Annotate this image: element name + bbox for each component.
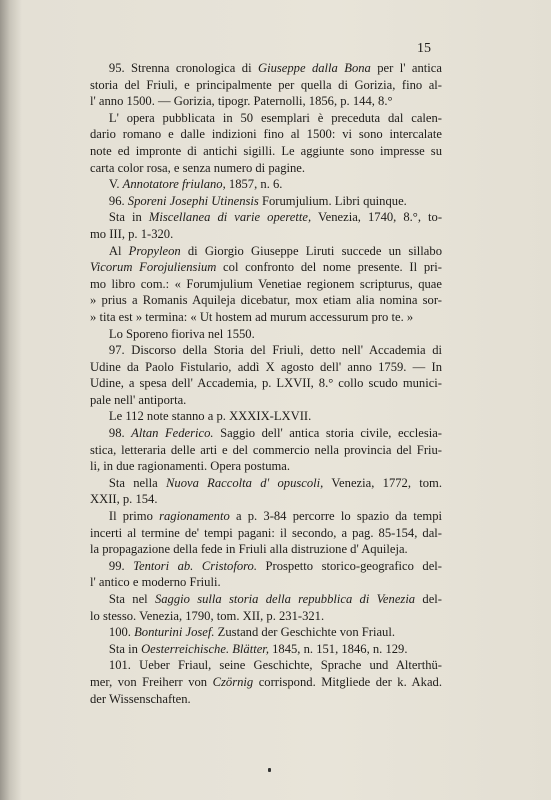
text-line <box>90 226 442 243</box>
italic-text: Annotatore friulano, <box>122 177 226 192</box>
text-run: l' anno 1500. — Gorizia, tipogr. Paternolli, 1856, p. 144, 8.° <box>90 94 393 109</box>
text-run: 98. <box>90 426 132 441</box>
text-run: Al <box>90 243 129 258</box>
text-line <box>90 126 442 143</box>
italic-text: Vicorum Forojuliensium <box>90 260 217 275</box>
text-run: Udine, a spesa dell' Accademia, p. LXVII, 8.° collo scudo munici- <box>90 376 442 391</box>
text-run: incerti al termine de' tempi pagani: il secondo, a pag. 85-154, dal- <box>90 525 442 540</box>
text-line <box>90 525 442 542</box>
italic-text: Sporeni Josephi Utinensis <box>127 193 259 208</box>
text-run: Sta nella <box>90 475 167 490</box>
text-run: der Wissenschaften. <box>90 691 191 706</box>
text-line <box>90 624 442 641</box>
text-run: » tita est » termina: « Ut hostem ad murum accessurum pro te. » <box>90 309 414 324</box>
italic-text: Giuseppe dalla Bona <box>257 61 371 75</box>
text-run: l' antico e moderno Friuli. <box>90 575 221 590</box>
page-number: 15 <box>417 41 431 56</box>
text-run: Sta nel <box>90 592 155 606</box>
text-line <box>90 608 442 625</box>
italic-text: Altan Federico. <box>131 426 214 441</box>
text-run: Venezia, 1772, tom. <box>323 475 442 490</box>
text-line <box>90 541 442 558</box>
text-line <box>90 110 442 127</box>
text-run: 95. Strenna cronologica di <box>90 61 258 75</box>
text-run: mer, von Freiherr von <box>90 674 213 689</box>
text-run: 101. Ueber Friaul, seine Geschichte, Sprache und Alterthü- <box>90 658 442 673</box>
text-line <box>90 326 442 343</box>
text-line <box>90 591 442 608</box>
text-run: XXII, p. 154. <box>90 492 158 507</box>
italic-text: Czörnig <box>212 674 254 689</box>
text-run: 99. <box>90 558 134 573</box>
text-run: storia del Friuli, e principalmente per quella di Gorizia, fino al- <box>90 77 442 92</box>
text-line <box>90 193 442 210</box>
text-run: Sta in <box>90 641 142 656</box>
text-run: Le 112 note stanno a p. XXXIX-LXVII. <box>90 409 312 424</box>
italic-text: ragionamento <box>159 509 230 524</box>
text-run: carta color rosa, e senza numero di pagine. <box>90 160 306 175</box>
text-run: Forumjulium. Libri quinque. <box>258 193 407 208</box>
text-line <box>90 309 442 326</box>
italic-text: Nuova Raccolta d' opuscoli, <box>166 475 324 490</box>
text-line <box>90 60 442 77</box>
text-line <box>90 574 442 591</box>
text-run: mo libro com.: « Forumjulium Venetiae regionem scripturus, quae <box>90 276 442 291</box>
text-line <box>90 408 442 425</box>
text-run: a p. 3-84 percorre lo spazio da tempi <box>229 509 442 524</box>
text-run: di Giorgio Giuseppe Liruti succede un sillabo <box>180 243 442 258</box>
text-line <box>90 657 442 674</box>
text-line <box>90 160 442 177</box>
italic-text: Bonturini Josef. <box>134 625 215 640</box>
text-run: la propagazione della fede in Friuli alla distruzione d' Aquileja. <box>90 542 408 557</box>
text-run: col confronto del nome presente. Il pri- <box>216 260 442 275</box>
text-run: 96. <box>90 193 128 208</box>
text-line <box>90 77 442 94</box>
italic-text: Propyleon <box>128 243 181 258</box>
text-run: Il primo <box>90 509 160 524</box>
text-line <box>90 674 442 691</box>
text-line <box>90 276 442 293</box>
text-line <box>90 209 442 226</box>
text-run: corrispond. Mitgliede der k. Akad. <box>253 674 442 689</box>
text-run: Venezia, 1740, 8.°, to- <box>311 210 443 225</box>
text-run: 100. <box>90 625 135 640</box>
text-run: del- <box>415 592 442 606</box>
text-run: » prius a Romanis Aquileja dicebatur, mox etiam alia nomina sor- <box>90 293 442 308</box>
text-line <box>90 508 442 525</box>
text-line <box>90 93 442 110</box>
italic-text: Oesterreichische. Blätter, <box>141 641 269 656</box>
text-run: stica, letteraria delle arti e del commercio nella provincia del Friu- <box>90 442 442 457</box>
text-line <box>90 259 442 276</box>
text-line <box>90 491 442 508</box>
text-line <box>90 458 442 475</box>
text-run: V. <box>90 177 123 192</box>
text-run: Saggio dell' antica storia civile, ecclesia- <box>213 426 442 441</box>
text-line <box>90 243 442 260</box>
text-line <box>90 425 442 442</box>
text-run: Prospetto storico-geografico del- <box>257 558 442 573</box>
text-line <box>90 342 442 359</box>
text-run: lo stesso. Venezia, 1790, tom. XII, p. 231-321. <box>90 608 325 623</box>
text-line <box>90 176 442 193</box>
ink-mark <box>268 768 271 772</box>
italic-text: Saggio sulla storia della repubblica di Venezia <box>154 592 416 606</box>
body-text <box>90 60 442 707</box>
text-run: li, in due ragionamenti. Opera postuma. <box>90 459 291 474</box>
text-line <box>90 143 442 160</box>
text-run: 97. Discorso della Storia del Friuli, detto nell' Accademia di <box>90 343 442 358</box>
text-line <box>90 691 442 708</box>
italic-text: Tentori ab. Cristoforo. <box>133 558 257 573</box>
text-line <box>90 442 442 459</box>
text-line <box>90 392 442 409</box>
text-run: 1845, n. 151, 1846, n. 129. <box>268 641 408 656</box>
text-run: pale nell' antiporta. <box>90 392 187 407</box>
text-run: mo III, p. 1-320. <box>90 226 174 241</box>
text-line <box>90 558 442 575</box>
italic-text: Miscellanea di varie operette, <box>148 210 312 225</box>
text-run: dario romano e dalle indizioni fino al 1500: vi sono intercalate <box>90 127 442 142</box>
text-run: L' opera pubblicata in 50 esemplari è preceduta dal calen- <box>90 110 442 125</box>
text-run: note ed impronte di antichi sigilli. Le aggiunte sono impresse su <box>90 143 442 158</box>
text-line <box>90 359 442 376</box>
text-run: per l' antica <box>370 61 442 75</box>
text-run: Zustand der Geschichte von Friaul. <box>214 625 395 640</box>
text-line <box>90 641 442 658</box>
text-run: 1857, n. 6. <box>225 177 283 192</box>
text-line <box>90 292 442 309</box>
text-line <box>90 375 442 392</box>
text-run: Sta in <box>90 210 149 225</box>
text-run: Lo Sporeno fioriva nel 1550. <box>90 326 255 341</box>
text-line <box>90 475 442 492</box>
text-run: Udine da Paolo Fistulario, addì X agosto dell' anno 1759. — In <box>90 359 442 374</box>
